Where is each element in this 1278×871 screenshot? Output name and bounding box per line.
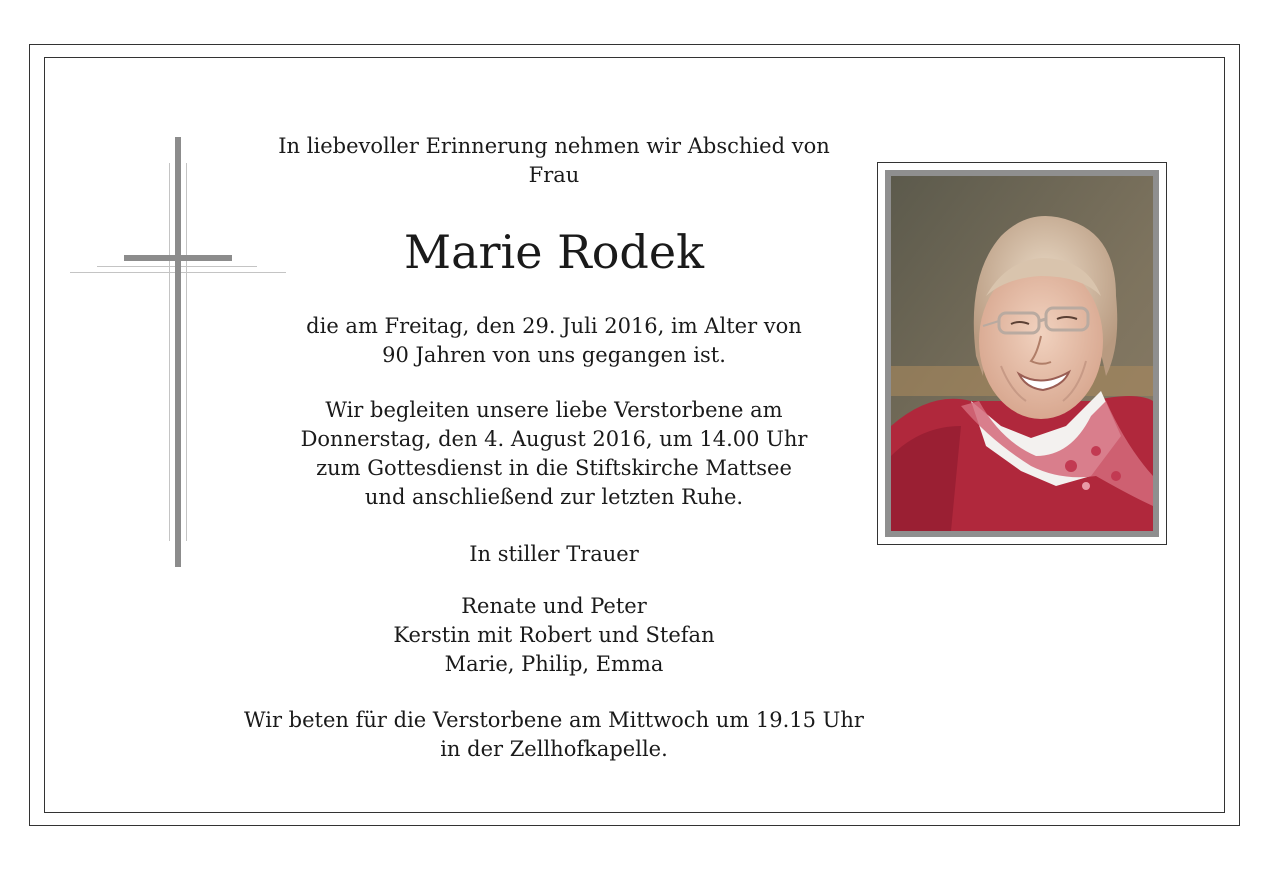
death-text [180, 312, 928, 370]
intro-line: In liebevoller Erinnerung nehmen wir Abschied von [278, 134, 830, 158]
prayer-text [150, 706, 958, 764]
funeral-line: und anschließend zur letzten Ruhe. [364, 485, 744, 509]
death-line: die am Freitag, den 29. Juli 2016, im Alter von [306, 314, 802, 338]
prayer-line: in der Zellhofkapelle. [440, 737, 668, 761]
family-line: Kerstin mit Robert und Stefan [393, 623, 715, 647]
funeral-text [180, 396, 928, 512]
mourning-text: In stiller Trauer [469, 542, 639, 566]
intro-line: Frau [528, 163, 580, 187]
funeral-line: zum Gottesdienst in die Stiftskirche Mattsee [316, 456, 792, 480]
funeral-line: Donnerstag, den 4. August 2016, um 14.00 Uhr [300, 427, 808, 451]
family-list [180, 592, 928, 679]
intro-text [180, 132, 928, 190]
family-line: Marie, Philip, Emma [444, 652, 664, 676]
death-line: 90 Jahren von uns gegangen ist. [382, 343, 726, 367]
family-line: Renate und Peter [461, 594, 647, 618]
funeral-line: Wir begleiten unsere liebe Verstorbene am [325, 398, 783, 422]
deceased-name: Marie Rodek [404, 225, 704, 279]
portrait-photo [891, 176, 1153, 531]
prayer-line: Wir beten für die Verstorbene am Mittwoch um 19.15 Uhr [244, 708, 864, 732]
